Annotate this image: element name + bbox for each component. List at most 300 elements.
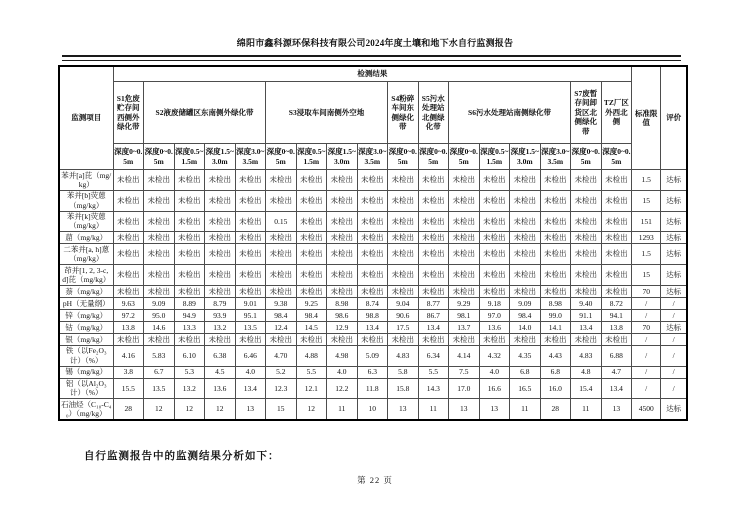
value-cell: 8.79: [205, 297, 236, 309]
value-cell: 6.10: [174, 345, 205, 366]
value-cell: 95.1: [235, 309, 266, 321]
value-cell: 8.74: [357, 297, 388, 309]
value-cell: 未检出: [266, 170, 297, 191]
table-row: [59, 232, 687, 244]
table-row: [59, 297, 687, 309]
value-cell: 未检出: [266, 265, 297, 286]
value-cell: 未检出: [235, 211, 266, 232]
value-cell: 6.8: [540, 366, 571, 378]
value-cell: 未检出: [296, 190, 327, 211]
value-cell: 97.2: [113, 309, 144, 321]
value-cell: 98.8: [357, 309, 388, 321]
value-cell: 6.8: [510, 366, 541, 378]
value-cell: 未检出: [235, 285, 266, 297]
header-rule-divider: [62, 55, 681, 61]
value-cell: 16.5: [510, 378, 541, 399]
param-label: 萘（mg/kg）: [59, 285, 113, 297]
param-label: 钴（mg/kg）: [59, 321, 113, 333]
value-cell: 未检出: [418, 190, 449, 211]
value-cell: 未检出: [418, 244, 449, 265]
value-cell: 11: [571, 399, 602, 420]
limit-cell: /: [632, 309, 661, 321]
value-cell: 未检出: [266, 244, 297, 265]
value-cell: 13.7: [449, 321, 480, 333]
value-cell: 未检出: [418, 170, 449, 191]
value-cell: 13: [235, 399, 266, 420]
table-row: [59, 244, 687, 265]
limit-cell: 15: [632, 265, 661, 286]
table-row: [59, 211, 687, 232]
value-cell: 9.40: [571, 297, 602, 309]
value-cell: 11.8: [357, 378, 388, 399]
value-cell: 未检出: [571, 285, 602, 297]
param-label: 锡（mg/kg）: [59, 366, 113, 378]
value-cell: 13.2: [205, 321, 236, 333]
value-cell: 4.98: [327, 345, 358, 366]
value-cell: 未检出: [388, 265, 419, 286]
depth-header-3-1: 深度0~0.5m: [266, 144, 297, 170]
value-cell: 10: [357, 399, 388, 420]
value-cell: 未检出: [449, 170, 480, 191]
site-header-row: [59, 82, 687, 144]
value-cell: 4.5: [205, 366, 236, 378]
value-cell: 未检出: [510, 190, 541, 211]
limit-cell: 151: [632, 211, 661, 232]
value-cell: 8.72: [601, 297, 632, 309]
value-cell: 16.6: [479, 378, 510, 399]
value-cell: 未检出: [510, 265, 541, 286]
value-cell: 未检出: [479, 232, 510, 244]
value-cell: 12.3: [266, 378, 297, 399]
value-cell: 未检出: [571, 170, 602, 191]
monitoring-item-header: 监测项目: [59, 66, 113, 170]
value-cell: 15.5: [113, 378, 144, 399]
value-cell: 未检出: [449, 190, 480, 211]
value-cell: 未检出: [449, 265, 480, 286]
value-cell: 未检出: [235, 244, 266, 265]
value-cell: 未检出: [540, 265, 571, 286]
value-cell: 未检出: [266, 232, 297, 244]
value-cell: 0.15: [266, 211, 297, 232]
depth-header-6-1: 深度0~0.5m: [449, 144, 480, 170]
value-cell: 4.83: [388, 345, 419, 366]
value-cell: 4.83: [571, 345, 602, 366]
value-cell: 98.6: [327, 309, 358, 321]
value-cell: 未检出: [510, 232, 541, 244]
depth-header-2-2: 深度0.5~1.5m: [174, 144, 205, 170]
param-label: 苯并[a]芘（mg/kg）: [59, 170, 113, 191]
limit-cell: /: [632, 366, 661, 378]
value-cell: 13.6: [205, 378, 236, 399]
value-cell: 未检出: [510, 170, 541, 191]
depth-header-3-2: 深度0.5~1.5m: [296, 144, 327, 170]
limit-cell: 1293: [632, 232, 661, 244]
value-cell: 未检出: [174, 170, 205, 191]
value-cell: 5.09: [357, 345, 388, 366]
value-cell: 未检出: [388, 190, 419, 211]
evaluation-header: 评价: [661, 66, 688, 170]
param-label: 银（mg/kg）: [59, 333, 113, 345]
value-cell: 4.0: [479, 366, 510, 378]
value-cell: 未检出: [235, 170, 266, 191]
value-cell: 未检出: [601, 170, 632, 191]
value-cell: 未检出: [540, 190, 571, 211]
value-cell: 未检出: [266, 285, 297, 297]
site-header-6: S6污水处理站南侧绿化带: [449, 82, 571, 144]
value-cell: 9.04: [388, 297, 419, 309]
value-cell: 4.8: [571, 366, 602, 378]
value-cell: 未检出: [510, 285, 541, 297]
value-cell: 6.38: [205, 345, 236, 366]
value-cell: 4.16: [113, 345, 144, 366]
site-header-1: S1危废贮存间西侧外绿化带: [113, 82, 144, 144]
value-cell: 5.8: [388, 366, 419, 378]
value-cell: 未检出: [388, 232, 419, 244]
depth-header-1-1: 深度0~0.5m: [113, 144, 144, 170]
value-cell: 未检出: [266, 190, 297, 211]
value-cell: 4.0: [235, 366, 266, 378]
value-cell: 3.8: [113, 366, 144, 378]
value-cell: 9.25: [296, 297, 327, 309]
value-cell: 未检出: [388, 333, 419, 345]
value-cell: 未检出: [113, 244, 144, 265]
value-cell: 未检出: [235, 232, 266, 244]
page-number: 第 22 页: [357, 475, 393, 485]
value-cell: 4.88: [296, 345, 327, 366]
value-cell: 8.89: [174, 297, 205, 309]
monitoring-results-table: [58, 65, 688, 421]
value-cell: 未检出: [418, 265, 449, 286]
depth-header-5-1: 深度0~0.5m: [418, 144, 449, 170]
value-cell: 14.0: [510, 321, 541, 333]
value-cell: 未检出: [174, 333, 205, 345]
depth-header-2-3: 深度1.5~3.0m: [205, 144, 236, 170]
limit-cell: 1.5: [632, 170, 661, 191]
value-cell: 4.70: [266, 345, 297, 366]
value-cell: 91.1: [571, 309, 602, 321]
value-cell: 未检出: [235, 190, 266, 211]
value-cell: 未检出: [601, 244, 632, 265]
detection-result-header: 检测结果: [113, 66, 632, 82]
depth-header-row: [59, 144, 687, 170]
value-cell: 6.34: [418, 345, 449, 366]
value-cell: 9.18: [479, 297, 510, 309]
depth-header-4-1: 深度0~0.5m: [388, 144, 419, 170]
value-cell: 98.4: [510, 309, 541, 321]
value-cell: 未检出: [388, 244, 419, 265]
value-cell: 14.1: [540, 321, 571, 333]
value-cell: 未检出: [205, 170, 236, 191]
depth-header-8-1: 深度0~0.5m: [601, 144, 632, 170]
value-cell: 4.32: [479, 345, 510, 366]
value-cell: 未检出: [479, 244, 510, 265]
value-cell: 未检出: [327, 244, 358, 265]
value-cell: 未检出: [449, 285, 480, 297]
value-cell: 14.5: [296, 321, 327, 333]
value-cell: 未检出: [388, 285, 419, 297]
value-cell: 9.09: [510, 297, 541, 309]
limit-cell: /: [632, 378, 661, 399]
eval-cell: 达标: [661, 285, 688, 297]
value-cell: 13.5: [144, 378, 175, 399]
value-cell: 13.4: [235, 378, 266, 399]
param-label: pH（无量纲）: [59, 297, 113, 309]
value-cell: 未检出: [174, 244, 205, 265]
value-cell: 12.2: [327, 378, 358, 399]
eval-cell: /: [661, 309, 688, 321]
value-cell: 未检出: [235, 333, 266, 345]
value-cell: 90.6: [388, 309, 419, 321]
value-cell: 13: [601, 399, 632, 420]
value-cell: 未检出: [327, 265, 358, 286]
value-cell: 未检出: [540, 244, 571, 265]
table-row: [59, 378, 687, 399]
value-cell: 28: [540, 399, 571, 420]
value-cell: 未检出: [144, 190, 175, 211]
value-cell: 未检出: [479, 333, 510, 345]
value-cell: 未检出: [357, 211, 388, 232]
value-cell: 未检出: [601, 232, 632, 244]
value-cell: 未检出: [144, 333, 175, 345]
value-cell: 未检出: [113, 170, 144, 191]
value-cell: 8.98: [540, 297, 571, 309]
depth-header-3-3: 深度1.5~3.0m: [327, 144, 358, 170]
value-cell: 未检出: [479, 285, 510, 297]
limit-cell: /: [632, 333, 661, 345]
value-cell: 未检出: [296, 333, 327, 345]
value-cell: 未检出: [540, 232, 571, 244]
value-cell: 13: [479, 399, 510, 420]
eval-cell: 达标: [661, 265, 688, 286]
value-cell: 13.4: [357, 321, 388, 333]
value-cell: 13.4: [571, 321, 602, 333]
value-cell: 未检出: [174, 232, 205, 244]
value-cell: 未检出: [357, 232, 388, 244]
value-cell: 12: [144, 399, 175, 420]
value-cell: 未检出: [510, 244, 541, 265]
value-cell: 4.14: [449, 345, 480, 366]
value-cell: 9.09: [144, 297, 175, 309]
value-cell: 95.0: [144, 309, 175, 321]
value-cell: 未检出: [327, 232, 358, 244]
site-header-7: S7废暂存间卸货区北侧绿化带: [571, 82, 602, 144]
value-cell: 未检出: [235, 265, 266, 286]
value-cell: 93.9: [205, 309, 236, 321]
value-cell: 未检出: [540, 170, 571, 191]
value-cell: 5.2: [266, 366, 297, 378]
table-row: [59, 399, 687, 420]
value-cell: 未检出: [449, 232, 480, 244]
value-cell: 未检出: [449, 244, 480, 265]
value-cell: 未检出: [205, 265, 236, 286]
value-cell: 未检出: [144, 170, 175, 191]
value-cell: 13: [449, 399, 480, 420]
value-cell: 11: [510, 399, 541, 420]
limit-cell: 70: [632, 285, 661, 297]
eval-cell: /: [661, 297, 688, 309]
value-cell: 4.43: [540, 345, 571, 366]
eval-cell: /: [661, 378, 688, 399]
value-cell: 4.35: [510, 345, 541, 366]
value-cell: 12.1: [296, 378, 327, 399]
value-cell: 14.3: [418, 378, 449, 399]
value-cell: 13.8: [113, 321, 144, 333]
table-header-row-1: [59, 66, 687, 82]
site-header-8: TZ厂区外西北侧: [601, 82, 632, 144]
value-cell: 未检出: [571, 265, 602, 286]
value-cell: 未检出: [601, 211, 632, 232]
table-row: [59, 309, 687, 321]
value-cell: 未检出: [510, 211, 541, 232]
value-cell: 未检出: [113, 285, 144, 297]
value-cell: 13.3: [174, 321, 205, 333]
depth-header-2-4: 深度3.0~3.5m: [235, 144, 266, 170]
value-cell: 未检出: [266, 333, 297, 345]
value-cell: 未检出: [144, 285, 175, 297]
value-cell: 13.5: [235, 321, 266, 333]
value-cell: 未检出: [296, 265, 327, 286]
value-cell: 未检出: [418, 232, 449, 244]
table-row: [59, 345, 687, 366]
standard-limit-header: 标准限值: [632, 66, 661, 170]
value-cell: 16.0: [540, 378, 571, 399]
value-cell: 12.9: [327, 321, 358, 333]
value-cell: 未检出: [113, 333, 144, 345]
value-cell: 未检出: [418, 333, 449, 345]
value-cell: 未检出: [479, 190, 510, 211]
value-cell: 未检出: [540, 211, 571, 232]
table-row: [59, 170, 687, 191]
limit-cell: 15: [632, 190, 661, 211]
value-cell: 未检出: [174, 211, 205, 232]
value-cell: 未检出: [174, 285, 205, 297]
value-cell: 4.7: [601, 366, 632, 378]
depth-header-6-4: 深度3.0~3.5m: [540, 144, 571, 170]
eval-cell: 达标: [661, 232, 688, 244]
value-cell: 未检出: [357, 265, 388, 286]
site-header-4: S4粉碎车间东侧绿化带: [388, 82, 419, 144]
value-cell: 未检出: [113, 190, 144, 211]
value-cell: 未检出: [601, 333, 632, 345]
eval-cell: 达标: [661, 190, 688, 211]
value-cell: 14.6: [144, 321, 175, 333]
value-cell: 6.3: [357, 366, 388, 378]
limit-cell: 70: [632, 321, 661, 333]
value-cell: 未检出: [205, 333, 236, 345]
value-cell: 未检出: [357, 285, 388, 297]
value-cell: 98.1: [449, 309, 480, 321]
value-cell: 17.5: [388, 321, 419, 333]
value-cell: 15.4: [571, 378, 602, 399]
value-cell: 未检出: [388, 170, 419, 191]
eval-cell: 达标: [661, 399, 688, 420]
eval-cell: /: [661, 366, 688, 378]
limit-cell: 4500: [632, 399, 661, 420]
value-cell: 12: [174, 399, 205, 420]
value-cell: 未检出: [571, 333, 602, 345]
value-cell: 未检出: [296, 244, 327, 265]
value-cell: 未检出: [113, 211, 144, 232]
param-label: 䓛（mg/kg）: [59, 232, 113, 244]
value-cell: 未检出: [571, 190, 602, 211]
value-cell: 6.46: [235, 345, 266, 366]
limit-cell: 1.5: [632, 244, 661, 265]
value-cell: 未检出: [327, 170, 358, 191]
value-cell: 未检出: [205, 232, 236, 244]
param-label: 二苯并[a, h]蒽（mg/kg）: [59, 244, 113, 265]
document-title: 绵阳市鑫科源环保科技有限公司2024年度土壤和地下水自行监测报告: [236, 38, 514, 48]
value-cell: 未检出: [144, 265, 175, 286]
value-cell: 17.0: [449, 378, 480, 399]
value-cell: 98.4: [266, 309, 297, 321]
depth-header-6-3: 深度1.5~3.0m: [510, 144, 541, 170]
value-cell: 9.38: [266, 297, 297, 309]
value-cell: 未检出: [571, 244, 602, 265]
eval-cell: 达标: [661, 321, 688, 333]
value-cell: 13.4: [601, 378, 632, 399]
table-row: [59, 321, 687, 333]
value-cell: 5.83: [144, 345, 175, 366]
value-cell: 15: [266, 399, 297, 420]
eval-cell: /: [661, 345, 688, 366]
param-label: 石油烃（C₁₀-C₄₀）（mg/kg）: [59, 399, 113, 420]
table-row: [59, 333, 687, 345]
table-row: [59, 285, 687, 297]
site-header-5: S5污水处理站北侧绿化带: [418, 82, 449, 144]
param-label: 苯并[k]荧蒽（mg/kg）: [59, 211, 113, 232]
value-cell: 未检出: [357, 170, 388, 191]
value-cell: 未检出: [601, 265, 632, 286]
value-cell: 未检出: [571, 211, 602, 232]
value-cell: 未检出: [540, 333, 571, 345]
value-cell: 未检出: [327, 190, 358, 211]
value-cell: 98.4: [296, 309, 327, 321]
value-cell: 未检出: [540, 285, 571, 297]
value-cell: 未检出: [357, 333, 388, 345]
value-cell: 9.01: [235, 297, 266, 309]
value-cell: 未检出: [418, 211, 449, 232]
value-cell: 未检出: [205, 190, 236, 211]
limit-cell: /: [632, 297, 661, 309]
value-cell: 未检出: [144, 211, 175, 232]
value-cell: 13.8: [601, 321, 632, 333]
value-cell: 未检出: [296, 285, 327, 297]
value-cell: 未检出: [296, 232, 327, 244]
value-cell: 28: [113, 399, 144, 420]
table-row: [59, 366, 687, 378]
depth-header-3-4: 深度3.0~3.5m: [357, 144, 388, 170]
site-header-2: S2液废储罐区东南侧外绿化带: [144, 82, 266, 144]
value-cell: 未检出: [479, 170, 510, 191]
value-cell: 未检出: [479, 265, 510, 286]
value-cell: 5.5: [418, 366, 449, 378]
value-cell: 13.6: [479, 321, 510, 333]
value-cell: 99.0: [540, 309, 571, 321]
value-cell: 6.7: [144, 366, 175, 378]
depth-header-2-1: 深度0~0.5m: [144, 144, 175, 170]
eval-cell: 达标: [661, 211, 688, 232]
value-cell: 未检出: [571, 232, 602, 244]
value-cell: 未检出: [174, 265, 205, 286]
value-cell: 13.2: [174, 378, 205, 399]
param-label: 茚并[1, 2, 3-c, d]芘（mg/kg）: [59, 265, 113, 286]
value-cell: 未检出: [296, 170, 327, 191]
value-cell: 未检出: [510, 333, 541, 345]
value-cell: 8.98: [327, 297, 358, 309]
value-cell: 5.3: [174, 366, 205, 378]
value-cell: 94.9: [174, 309, 205, 321]
value-cell: 未检出: [449, 211, 480, 232]
